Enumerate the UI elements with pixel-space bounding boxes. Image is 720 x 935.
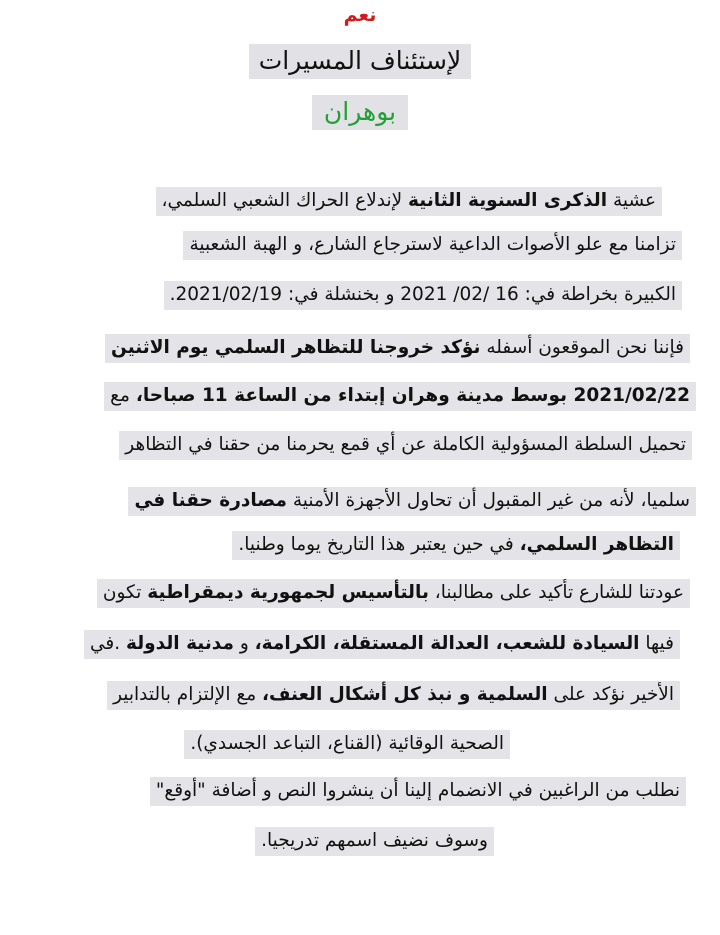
text-line-3-highlight: الكبيرة بخراطة في: 16 /02/ 2021 و بخنشلة في: 2021/02/19. — [164, 281, 682, 310]
text-segment: و — [233, 633, 255, 654]
text-line-1 — [156, 186, 663, 216]
text-line-1-highlight — [156, 187, 663, 216]
bold-segment: السيادة للشعب، العدالة المستقلة، الكرامة، — [254, 633, 640, 654]
text-segment: في حين يعتبر هذا التاريخ يوما وطنيا. — [238, 534, 520, 555]
bold-segment: مصادرة حقنا في — [134, 490, 287, 511]
bold-segment: السلمية و نبذ كل أشكال العنف، — [261, 684, 548, 705]
text-line-9-highlight — [97, 579, 690, 608]
bold-segment: بالتأسيس لجمهورية ديمقراطية — [147, 582, 429, 603]
bold-segment: نؤكد خروجنا للتظاهر السلمي يوم الاثنين — [111, 337, 481, 358]
text-segment: تكون — [102, 582, 148, 603]
header-title — [0, 44, 720, 79]
text-line-7-highlight — [128, 487, 696, 516]
text-segment: .في — [89, 633, 126, 654]
text-line-11 — [107, 680, 680, 710]
text-line-13-highlight: نطلب من الراغبين في الانضمام إلينا أن ينشروا النص و أضافة "أوقع" — [150, 777, 686, 806]
text-line-5 — [104, 381, 696, 411]
bold-segment: التظاهر السلمي، — [519, 534, 674, 555]
text-line-14-highlight: وسوف نضيف اسمهم تدريجيا. — [255, 827, 494, 856]
header-yes: نعم — [343, 4, 377, 26]
text-segment: لإندلاع الحراك الشعبي السلمي، — [161, 190, 409, 211]
text-line-2 — [183, 230, 682, 260]
text-segment: عشية — [607, 190, 656, 211]
text-line-8 — [232, 530, 680, 560]
text-line-8-highlight — [232, 531, 680, 560]
text-line-12-highlight: الصحية الوقائية (القناع، التباعد الجسدي). — [184, 730, 510, 759]
text-line-6-highlight: تحميل السلطة المسؤولية الكاملة عن أي قمع يحرمنا من حقنا في التظاهر — [119, 431, 692, 460]
text-segment: فإننا نحن الموقعون أسفله — [480, 337, 684, 358]
text-line-5-highlight — [104, 382, 696, 411]
header-city-text: بوهران — [312, 95, 408, 130]
text-line-4-highlight — [105, 334, 690, 363]
text-segment: الأخير نؤكد على — [547, 684, 674, 705]
bold-segment: 2021/02/22 بوسط مدينة وهران إبتداء من الساعة 11 صباحا، — [135, 385, 690, 406]
text-line-12 — [184, 729, 510, 759]
text-line-10-highlight — [84, 630, 680, 659]
header-title-text: لإستئناف المسيرات — [249, 44, 471, 79]
text-line-14 — [255, 826, 494, 856]
bold-segment: مدنية الدولة — [125, 633, 234, 654]
text-line-10 — [84, 629, 680, 659]
text-line-3 — [164, 280, 682, 310]
text-line-9 — [97, 578, 690, 608]
text-segment: مع — [110, 385, 136, 406]
text-segment: عودتنا للشارع تأكيد على مطالبنا، — [428, 582, 684, 603]
text-line-2-highlight: تزامنا مع علو الأصوات الداعية لاسترجاع الشارع، و الهبة الشعبية — [183, 231, 682, 260]
text-line-7 — [128, 486, 696, 516]
text-segment: فيها — [639, 633, 674, 654]
text-line-4 — [105, 333, 690, 363]
text-segment: سلميا، لأنه من غير المقبول أن تحاول الأجهزة الأمنية — [287, 490, 690, 511]
bold-segment: الذكرى السنوية الثانية — [408, 190, 608, 211]
text-segment: مع الإلتزام بالتدابير — [113, 684, 262, 705]
text-line-13 — [150, 776, 686, 806]
header-city — [0, 95, 720, 130]
text-line-11-highlight — [107, 681, 680, 710]
text-line-6 — [119, 430, 692, 460]
